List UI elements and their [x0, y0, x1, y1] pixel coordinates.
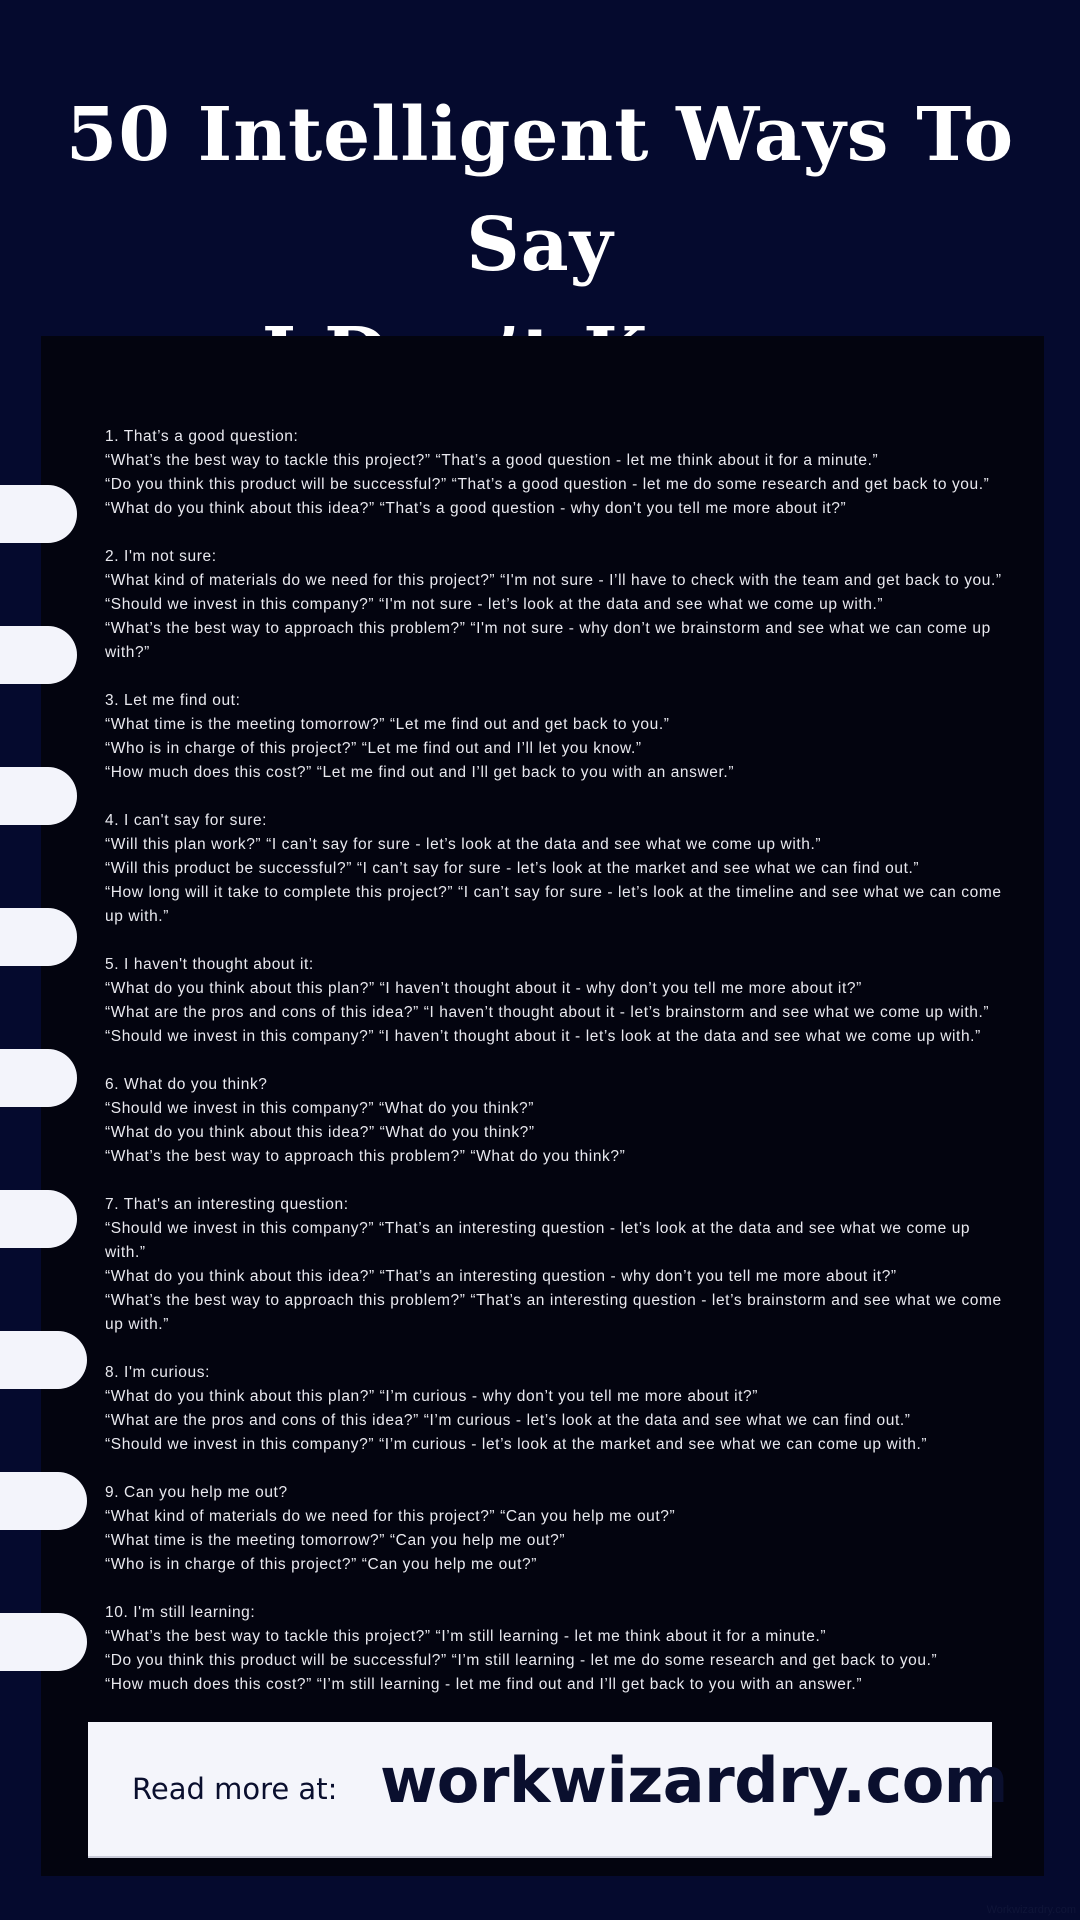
section-heading: 7. That's an interesting question: [105, 1196, 349, 1213]
title-line-1: 50 Intelligent Ways To Say [65, 92, 1015, 288]
read-more-banner [88, 1722, 1008, 1858]
binder-tab-2 [0, 626, 77, 684]
example-line: “Who is in charge of this project?” “Let me find out and I’ll let you know.” [105, 740, 642, 757]
phrase-section [105, 1361, 1005, 1457]
example-line: “What kind of materials do we need for this project?” “I'm not sure - I’ll have to check with the team and get back to you.” [105, 572, 1002, 589]
example-line: “What’s the best way to approach this problem?” “I'm not sure - why don’t we brainstorm and see what we can come up with?” [105, 620, 991, 661]
example-line: “Should we invest in this company?” “What do you think?” [105, 1100, 535, 1117]
example-line: “What do you think about this plan?” “I haven’t thought about it - why don’t you tell me more about it?” [105, 980, 862, 997]
phrase-section [105, 545, 1005, 665]
example-line: “What are the pros and cons of this idea?” “I haven’t thought about it - let’s brainstorm and see what we come up with.” [105, 1004, 990, 1021]
example-line: “Will this product be successful?” “I can’t say for sure - let’s look at the market and see what we can find out.” [105, 860, 920, 877]
example-line: “How much does this cost?” “Let me find out and I’ll get back to you with an answer.” [105, 764, 735, 781]
example-line: “Should we invest in this company?” “I'm not sure - let’s look at the data and see what we come up with.” [105, 596, 884, 613]
example-line: “What are the pros and cons of this idea?” “I’m curious - let’s look at the data and see what we can find out.” [105, 1412, 911, 1429]
example-line: “Do you think this product will be successful?” “That’s a good question - let me do some research and get back to you.” [105, 476, 990, 493]
example-line: “What do you think about this idea?” “What do you think?” [105, 1124, 535, 1141]
binder-tab-6 [0, 1190, 77, 1248]
binder-tab-8 [0, 1472, 87, 1530]
example-line: “What time is the meeting tomorrow?” “Let me find out and get back to you.” [105, 716, 670, 733]
website-link[interactable]: workwizardry.com [380, 1744, 1008, 1817]
example-line: “What kind of materials do we need for this project?” “Can you help me out?” [105, 1508, 676, 1525]
phrase-list [105, 425, 1005, 1721]
section-heading: 8. I'm curious: [105, 1364, 210, 1381]
binder-tab-4 [0, 908, 77, 966]
phrase-section [105, 1481, 1005, 1577]
example-line: “Should we invest in this company?” “I’m curious - let’s look at the market and see what we can come up with.” [105, 1436, 928, 1453]
example-line: “What do you think about this plan?” “I’m curious - why don’t you tell me more about it?” [105, 1388, 759, 1405]
section-heading: 9. Can you help me out? [105, 1484, 288, 1501]
phrase-section [105, 425, 1005, 521]
example-line: “Who is in charge of this project?” “Can you help me out?” [105, 1556, 537, 1573]
read-more-label: Read more at: [132, 1772, 338, 1806]
example-line: “How long will it take to complete this project?” “I can’t say for sure - let’s look at the timeline and see what we can come up with.” [105, 884, 1002, 925]
binder-tab-9 [0, 1613, 87, 1671]
section-heading: 3. Let me find out: [105, 692, 241, 709]
example-line: “Should we invest in this company?” “I haven’t thought about it - let’s look at the data and see what we come up with.” [105, 1028, 981, 1045]
example-line: “Will this plan work?” “I can’t say for sure - let’s look at the data and see what we come up with.” [105, 836, 822, 853]
section-heading: 10. I'm still learning: [105, 1604, 256, 1621]
phrase-section [105, 689, 1005, 785]
example-line: “What’s the best way to approach this problem?” “What do you think?” [105, 1148, 626, 1165]
watermark: Workwizardry.com [986, 1904, 1076, 1916]
example-line: “What’s the best way to tackle this project?” “That’s a good question - let me think about it for a minute.” [105, 452, 879, 469]
section-heading: 1. That’s a good question: [105, 428, 299, 445]
example-line: “Do you think this product will be successful?” “I’m still learning - let me do some research and get back to you.” [105, 1652, 938, 1669]
section-heading: 6. What do you think? [105, 1076, 268, 1093]
phrase-section [105, 1073, 1005, 1169]
binder-tab-1 [0, 485, 77, 543]
phrase-section [105, 1601, 1005, 1697]
example-line: “What time is the meeting tomorrow?” “Can you help me out?” [105, 1532, 566, 1549]
section-heading: 2. I'm not sure: [105, 548, 217, 565]
example-line: “Should we invest in this company?” “That’s an interesting question - let’s look at the data and see what we come up with.” [105, 1220, 971, 1261]
section-heading: 4. I can't say for sure: [105, 812, 268, 829]
example-line: “What do you think about this idea?” “That’s a good question - why don’t you tell me more about it?” [105, 500, 847, 517]
section-heading: 5. I haven't thought about it: [105, 956, 314, 973]
binder-tab-3 [0, 767, 77, 825]
binder-tab-5 [0, 1049, 77, 1107]
phrase-section [105, 1193, 1005, 1337]
example-line: “How much does this cost?” “I’m still learning - let me find out and I’ll get back to you with an answer.” [105, 1676, 863, 1693]
example-line: “What’s the best way to tackle this project?” “I’m still learning - let me think about it for a minute.” [105, 1628, 827, 1645]
example-line: “What do you think about this idea?” “That’s an interesting question - why don’t you tell me more about it?” [105, 1268, 897, 1285]
phrase-section [105, 953, 1005, 1049]
example-line: “What’s the best way to approach this problem?” “That’s an interesting question - let’s brainstorm and see what we come up with.” [105, 1292, 1002, 1333]
phrase-section [105, 809, 1005, 929]
binder-tab-7 [0, 1331, 87, 1389]
